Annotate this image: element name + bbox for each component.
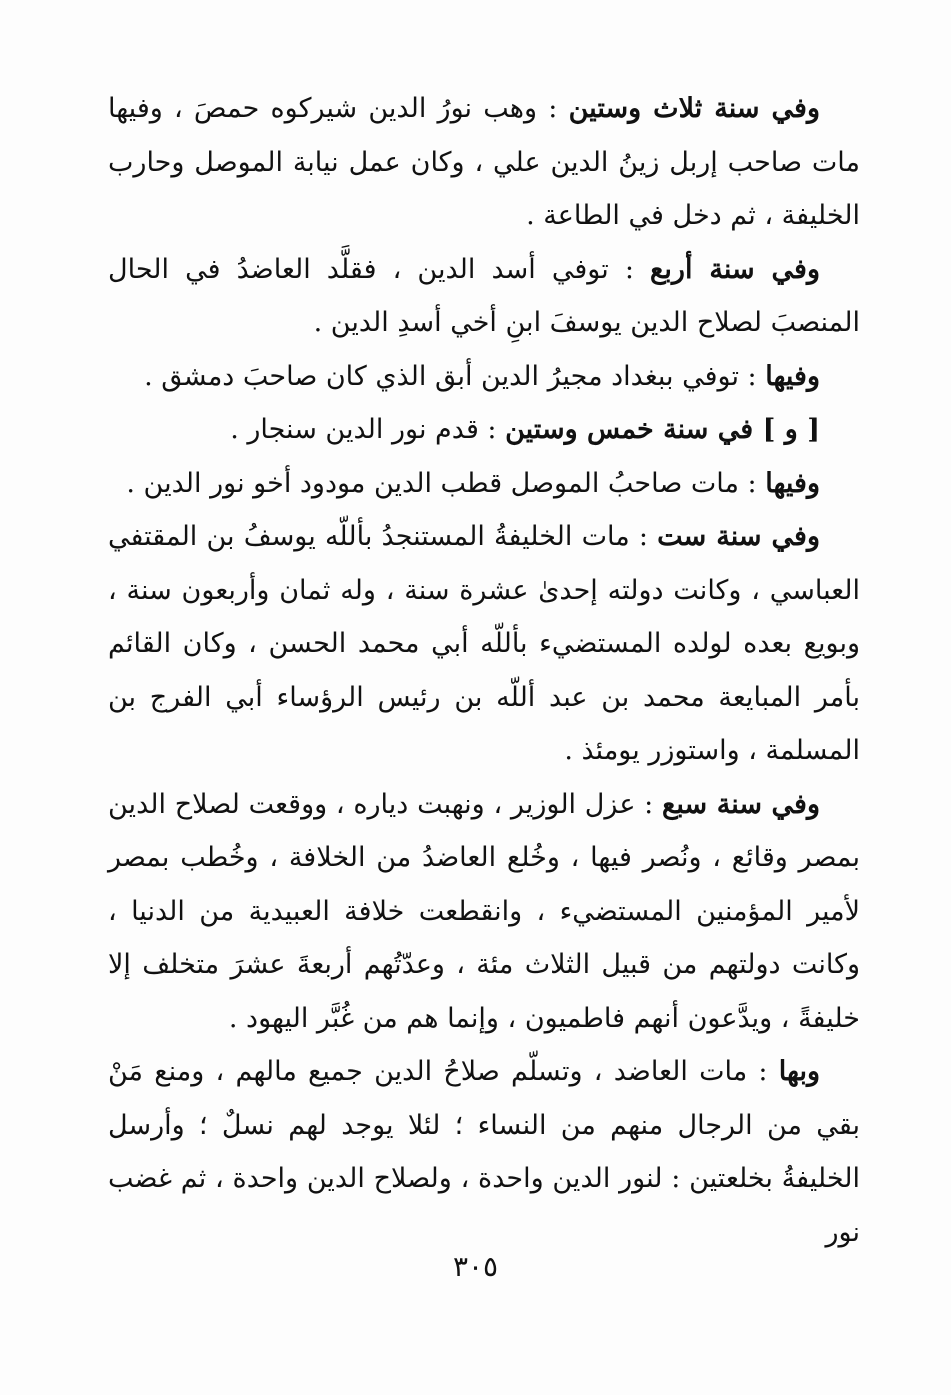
paragraph-year-64-death bbox=[108, 350, 860, 404]
body-text bbox=[108, 82, 860, 1259]
paragraph-body: : توفي ببغداد مجيرُ الدين أبق الذي كان صاحبَ دمشق . bbox=[144, 360, 766, 392]
paragraph-heading: وبها bbox=[778, 1056, 820, 1087]
paragraph-body: : عزل الوزير ، ونهبت دياره ، ووقعت لصلاح الدين بمصر وقائع ، ونُصر فيها ، وخُلع العاضدُ من الخلافة ، وخُطب بمصر لأمير المؤمنين المستضيء ، وانقطعت خلافة العبيدية من الدنيا ، وكانت دولتهم من قبيل الثلاث مئة ، وعدّتُهم أربعةَ عشرَ متخلف إلا خليفةً ، ويدَّعون أنهم فاطميون ، وإنما هم من غُبَّر اليهود . bbox=[108, 788, 860, 1034]
paragraph-heading: وفيها bbox=[765, 360, 820, 392]
paragraph-heading: [ و ] في سنة خمس وستين bbox=[505, 414, 820, 445]
paragraph-year-65 bbox=[108, 403, 860, 457]
page-number: ٣٠٥ bbox=[452, 1250, 499, 1283]
paragraph-year-65-death bbox=[108, 457, 860, 511]
paragraph-heading: وفي سنة ثلاث وستين bbox=[568, 93, 820, 124]
paragraph-body: : وهب نورُ الدين شيركوه حمصَ ، وفيها مات صاحب إربل زينُ الدين علي ، وكان عمل نيابة الموصل وحارب الخليفة ، ثم دخل في الطاعة . bbox=[108, 93, 860, 231]
paragraph-year-64 bbox=[108, 243, 860, 350]
paragraph-heading: وفيها bbox=[765, 467, 820, 499]
paragraph-heading: وفي سنة سبع bbox=[662, 788, 820, 820]
paragraph-heading: وفي سنة أربع bbox=[650, 253, 821, 285]
paragraph-year-66 bbox=[108, 510, 860, 778]
paragraph-year-63 bbox=[108, 82, 860, 243]
paragraph-body: : مات صاحبُ الموصل قطب الدين مودود أخو نور الدين . bbox=[126, 467, 766, 499]
paragraph-year-67-death bbox=[108, 1045, 860, 1259]
paragraph-year-67 bbox=[108, 778, 860, 1046]
paragraph-body: : مات العاضد ، وتسلّم صلاحُ الدين جميع مالهم ، ومنع مَنْ بقي من الرجال منهم من النساء ؛ لئلا يوجد لهم نسلٌ ؛ وأرسل الخليفةُ بخلعتين : لنور الدين واحدة ، ولصلاح الدين واحدة ، ثم غضب نور bbox=[108, 1056, 860, 1248]
paragraph-body: : قدم نور الدين سنجار . bbox=[230, 414, 506, 445]
paragraph-heading: وفي سنة ست bbox=[657, 521, 820, 552]
paragraph-body: : توفي أسد الدين ، فقلَّد العاضدُ في الحال المنصبَ لصلاح الدين يوسفَ ابنِ أخي أسدِ الدين . bbox=[108, 253, 860, 338]
paragraph-body: : مات الخليفةُ المستنجدُ بأللّه يوسفُ بن المقتفي العباسي ، وكانت دولته إحدىٰ عشرة سنة ، وله ثمان وأربعون سنة ، وبويع بعده لولده المستضيء بأللّه أبي محمد الحسن ، وكان القائم بأمر المبايعة محمد بن عبد أللّه بن رئيس الرؤساء أبي الفرج بن المسلمة ، واستوزر يومئذ . bbox=[108, 521, 860, 766]
